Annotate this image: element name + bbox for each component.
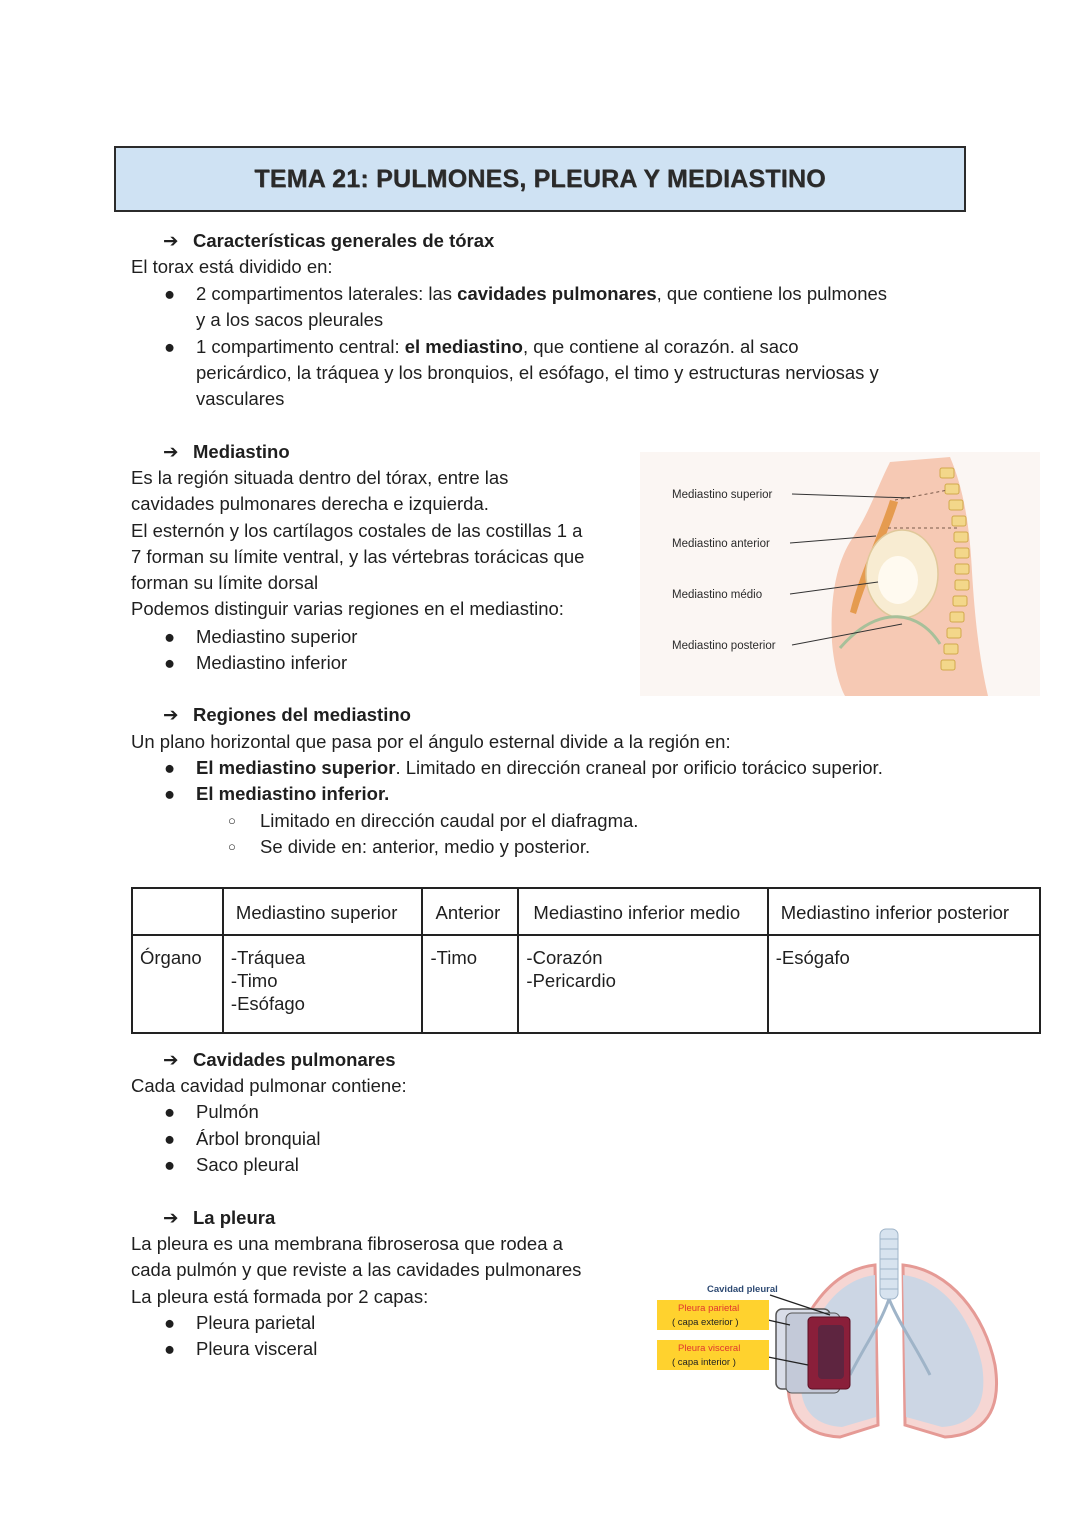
label-mediastino-medio: Mediastino médio: [672, 589, 763, 601]
heading-caracteristicas: ➔ Características generales de tórax: [163, 228, 494, 254]
arrow-icon: ➔: [163, 230, 179, 251]
sub-list-item: ○ Se divide en: anterior, medio y posterior.: [228, 834, 828, 860]
table-row-label: Órgano: [132, 935, 223, 1033]
table-header-cell: Mediastino inferior posterior: [768, 888, 1040, 935]
bullet-icon: ●: [164, 1312, 176, 1333]
cavidades-intro: Cada cavidad pulmonar contiene:: [131, 1075, 407, 1096]
bullet-icon: ●: [164, 757, 176, 778]
label-mediastino-anterior: Mediastino anterior: [672, 538, 770, 550]
mediastino-table: [131, 887, 1041, 1034]
table-header-cell: Anterior: [422, 888, 518, 935]
table-header-cell: Mediastino superior: [223, 888, 423, 935]
sub-list-item: ○ Limitado en dirección caudal por el diafragma.: [228, 808, 828, 834]
bullet-icon: ●: [164, 283, 176, 304]
table-header-cell: [132, 888, 223, 935]
list-item: ● 2 compartimentos laterales: las cavidades pulmonares, que contiene los pulmones y a los sacos pleurales: [164, 283, 888, 330]
label-cavidad-pleural: Cavidad pleural: [707, 1284, 778, 1295]
bullet-icon: ●: [164, 1128, 176, 1149]
table-cell-superior: -Tráquea -Timo -Esófago: [223, 935, 423, 1033]
heading-regiones: ➔ Regiones del mediastino: [163, 702, 411, 728]
table-cell-medio: -Corazón -Pericardio: [518, 935, 767, 1033]
list-item: ● Pulmón: [164, 1099, 564, 1125]
bullet-icon: ●: [164, 336, 176, 357]
list-item: ● Mediastino inferior: [164, 650, 564, 676]
table-cell-anterior: -Timo: [422, 935, 518, 1033]
heading-cavidades: ➔ Cavidades pulmonares: [163, 1047, 396, 1073]
list-item: ● Pleura parietal: [164, 1310, 564, 1336]
bullet-icon: ●: [164, 626, 176, 647]
label-pleura-parietal: Pleura parietal: [678, 1303, 740, 1314]
table-cell-posterior: -Esógafo: [768, 935, 1040, 1033]
table-header-row: [132, 888, 1040, 935]
title-box: [114, 146, 966, 212]
arrow-icon: ➔: [163, 1049, 179, 1070]
bullet-icon: ●: [164, 652, 176, 673]
caracteristicas-intro: El torax está dividido en:: [131, 256, 333, 277]
table-row: [132, 935, 1040, 1033]
mediastino-figure: [640, 452, 1040, 696]
bullet-icon: ●: [164, 1154, 176, 1175]
heading-mediastino: ➔ Mediastino: [163, 439, 290, 465]
list-item: ● El mediastino inferior.: [164, 781, 964, 807]
label-mediastino-superior: Mediastino superior: [672, 489, 773, 501]
label-mediastino-posterior: Mediastino posterior: [672, 640, 776, 652]
label-capa-interior: ( capa interior ): [672, 1357, 736, 1368]
regiones-intro: Un plano horizontal que pasa por el ángulo esternal divide a la región en:: [131, 731, 731, 752]
list-item: ● El mediastino superior. Limitado en dirección craneal por orificio torácico superior.: [164, 755, 964, 781]
heading-pleura: ➔ La pleura: [163, 1205, 275, 1231]
list-item: ● 1 compartimento central: el mediastino, que contiene al corazón. al saco pericárdico, la tráquea y los bronquios, el esófago, el timo y estructuras nerviosas y vasculares: [164, 336, 879, 409]
label-capa-exterior: ( capa exterior ): [672, 1317, 739, 1328]
arrow-icon: ➔: [163, 1207, 179, 1228]
circle-bullet-icon: ○: [228, 839, 236, 854]
arrow-icon: ➔: [163, 704, 179, 725]
label-pleura-visceral: Pleura visceral: [678, 1343, 741, 1354]
page-title: TEMA 21: PULMONES, PLEURA Y MEDIASTINO: [254, 164, 826, 193]
bullet-icon: ●: [164, 783, 176, 804]
bullet-icon: ●: [164, 1338, 176, 1359]
pleura-figure: [650, 1225, 1010, 1445]
mediastino-paragraph: Es la región situada dentro del tórax, entre las cavidades pulmonares derecha e izquierda. El esternón y los cartílagos costales de las costillas 1 a 7 forman su límite ventral, y las vértebras torácicas que forman su límite dorsal Podemos distinguir varias regiones en el mediastino:: [131, 467, 585, 620]
list-item: ● Pleura visceral: [164, 1336, 564, 1362]
bullet-icon: ●: [164, 1101, 176, 1122]
table-header-cell: Mediastino inferior medio: [518, 888, 767, 935]
list-item: ● Mediastino superior: [164, 624, 564, 650]
circle-bullet-icon: ○: [228, 813, 236, 828]
list-item: ● Saco pleural: [164, 1152, 564, 1178]
pleura-paragraph: La pleura es una membrana fibroserosa que rodea a cada pulmón y que reviste a las cavidades pulmonares La pleura está formada por 2 capas:: [131, 1233, 582, 1307]
list-item: ● Árbol bronquial: [164, 1126, 564, 1152]
arrow-icon: ➔: [163, 441, 179, 462]
